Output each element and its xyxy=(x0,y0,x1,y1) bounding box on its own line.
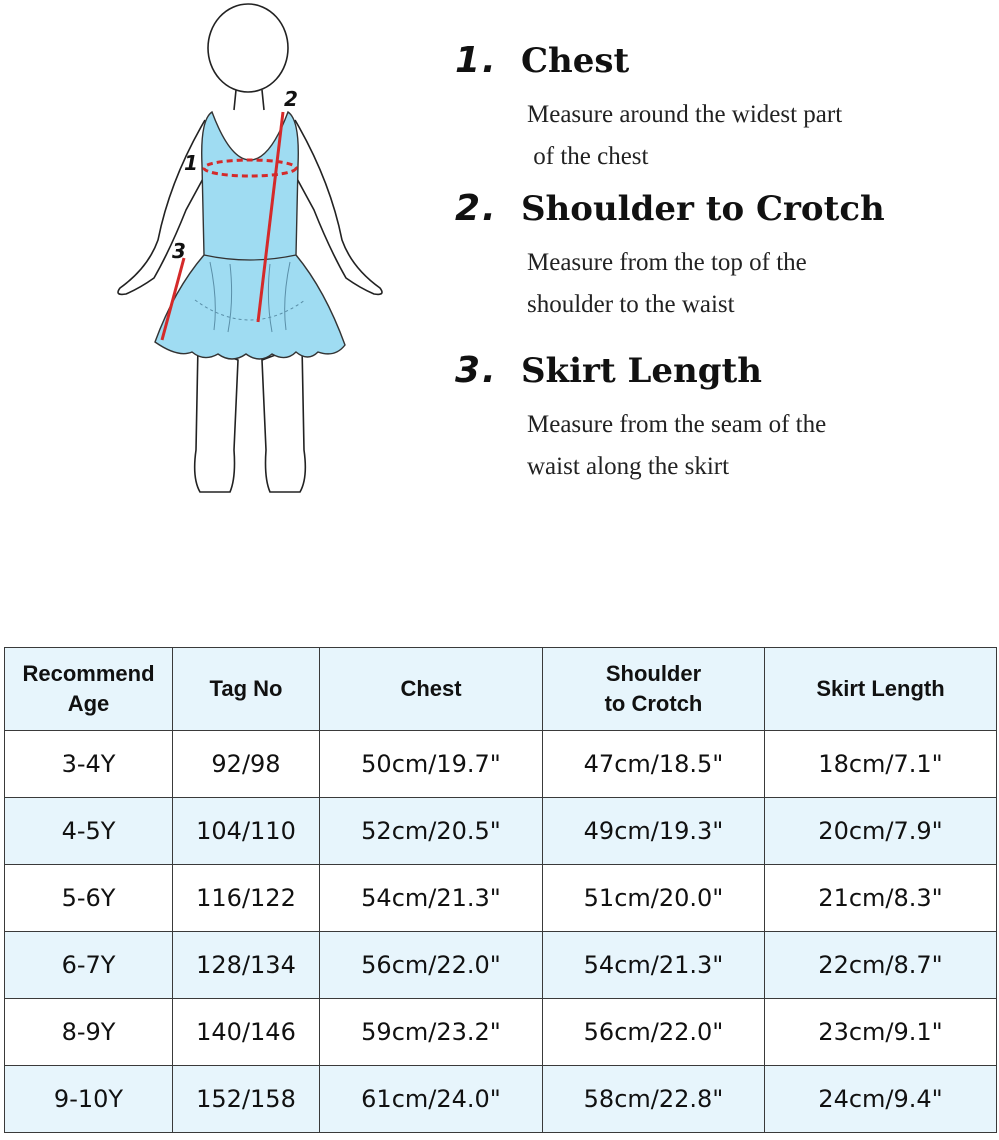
figure-marker-1: 1 xyxy=(184,151,198,175)
header-line: Tag No xyxy=(209,676,283,701)
figure-right-leg xyxy=(262,345,305,492)
guide-description xyxy=(527,242,947,326)
guide-description-line: of the chest xyxy=(527,143,649,170)
table-row xyxy=(5,798,997,865)
cell-chest: 59cm/23.2" xyxy=(320,999,543,1066)
guide-item-chest xyxy=(455,40,985,178)
guide-title: Skirt Length xyxy=(521,351,762,391)
cell-shoulder-to-crotch: 56cm/22.0" xyxy=(543,999,765,1066)
cell-chest: 61cm/24.0" xyxy=(320,1066,543,1133)
cell-shoulder-to-crotch: 49cm/19.3" xyxy=(543,798,765,865)
guide-number: 1. xyxy=(455,40,498,81)
cell-chest: 56cm/22.0" xyxy=(320,932,543,999)
cell-shoulder-to-crotch: 51cm/20.0" xyxy=(543,865,765,932)
cell-age: 3-4Y xyxy=(5,731,173,798)
cell-tag-no: 116/122 xyxy=(173,865,320,932)
size-chart-table xyxy=(4,647,997,1133)
header-line: Chest xyxy=(400,676,462,701)
figure-left-arm xyxy=(118,120,205,294)
cell-chest: 54cm/21.3" xyxy=(320,865,543,932)
cell-tag-no: 104/110 xyxy=(173,798,320,865)
figure-head xyxy=(208,4,288,92)
cell-age: 9-10Y xyxy=(5,1066,173,1133)
header-line: Age xyxy=(67,691,110,716)
figure-marker-2: 2 xyxy=(284,87,298,111)
cell-tag-no: 128/134 xyxy=(173,932,320,999)
guide-number: 3. xyxy=(455,350,498,391)
cell-age: 4-5Y xyxy=(5,798,173,865)
dress-measurement-figure xyxy=(100,0,400,500)
guide-description-line: waist along the skirt xyxy=(527,453,730,480)
cell-skirt-length: 22cm/8.7" xyxy=(765,932,997,999)
guide-description-line: Measure from the top of the xyxy=(527,249,807,276)
header-tag-no xyxy=(173,648,320,731)
table-row xyxy=(5,999,997,1066)
table-row xyxy=(5,932,997,999)
header-line: Recommend xyxy=(22,661,155,686)
cell-shoulder-to-crotch: 58cm/22.8" xyxy=(543,1066,765,1133)
cell-skirt-length: 20cm/7.9" xyxy=(765,798,997,865)
header-chest xyxy=(320,648,543,731)
cell-age: 5-6Y xyxy=(5,865,173,932)
cell-skirt-length: 18cm/7.1" xyxy=(765,731,997,798)
cell-chest: 52cm/20.5" xyxy=(320,798,543,865)
figure-right-arm xyxy=(295,120,382,294)
header-line: Skirt Length xyxy=(816,676,945,701)
cell-shoulder-to-crotch: 47cm/18.5" xyxy=(543,731,765,798)
guide-item-shoulder-to-crotch xyxy=(455,188,985,326)
header-skirt-length xyxy=(765,648,997,731)
cell-chest: 50cm/19.7" xyxy=(320,731,543,798)
table-row xyxy=(5,731,997,798)
table-row xyxy=(5,1066,997,1133)
guide-description-line: shoulder to the waist xyxy=(527,291,735,318)
header-line: to Crotch xyxy=(604,691,703,716)
guide-item-skirt-length xyxy=(455,350,985,488)
table-header-row xyxy=(5,648,997,731)
cell-shoulder-to-crotch: 54cm/21.3" xyxy=(543,932,765,999)
figure-left-leg xyxy=(195,345,238,492)
cell-tag-no: 152/158 xyxy=(173,1066,320,1133)
guide-description-line: Measure from the seam of the xyxy=(527,411,827,438)
figure-marker-3: 3 xyxy=(172,239,186,263)
cell-age: 8-9Y xyxy=(5,999,173,1066)
cell-tag-no: 92/98 xyxy=(173,731,320,798)
guide-number: 2. xyxy=(455,188,498,229)
guide-description xyxy=(527,404,947,488)
cell-skirt-length: 23cm/9.1" xyxy=(765,999,997,1066)
guide-title: Chest xyxy=(521,41,630,81)
cell-skirt-length: 24cm/9.4" xyxy=(765,1066,997,1133)
cell-age: 6-7Y xyxy=(5,932,173,999)
guide-title: Shoulder to Crotch xyxy=(521,189,885,229)
header-shoulder-to-crotch xyxy=(543,648,765,731)
cell-tag-no: 140/146 xyxy=(173,999,320,1066)
cell-skirt-length: 21cm/8.3" xyxy=(765,865,997,932)
table-row xyxy=(5,865,997,932)
guide-description xyxy=(527,94,947,178)
guide-description-line: Measure around the widest part xyxy=(527,101,843,128)
header-recommend-age xyxy=(5,648,173,731)
header-line: Shoulder xyxy=(605,661,702,686)
dress-shape xyxy=(155,112,345,359)
